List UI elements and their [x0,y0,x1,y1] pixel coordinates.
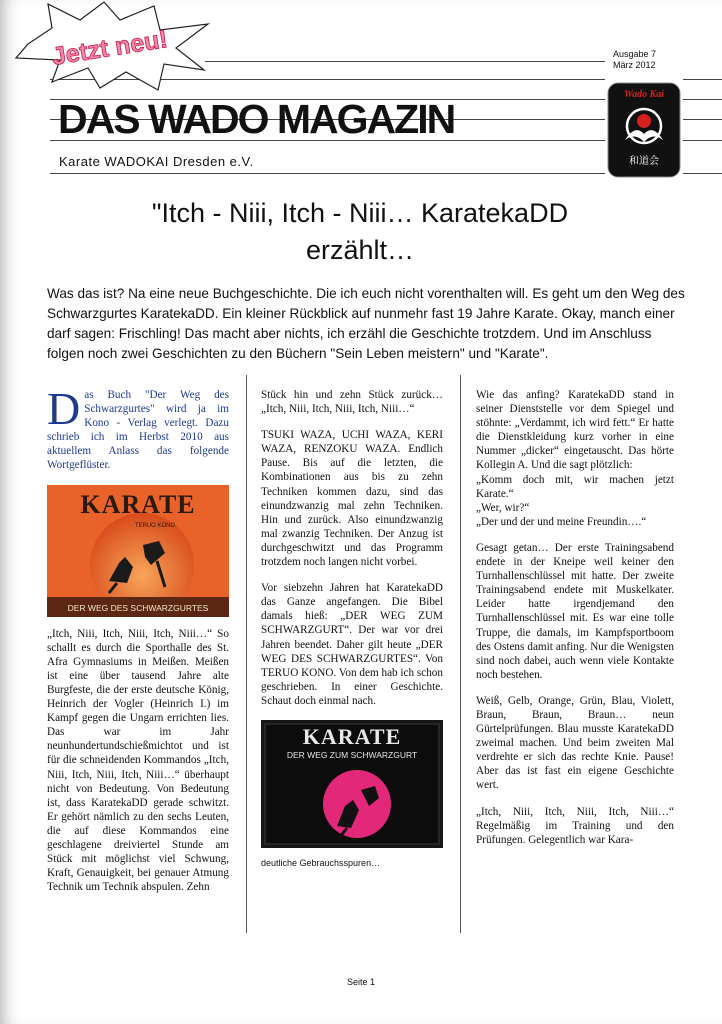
masthead-rule [205,61,605,62]
logo-kanji: 和道会 [629,156,659,167]
paragraph: „Itch, Niii, Itch, Niii, Itch, Niii…“ So schallt es durch die Sporthalle des St. Afra Gymnasiums in Meißen. Meißen ist eine über tausend Jahre alte Burgfeste, die der erste deutsche König, Heinrich der Vogler (Heinrich I.) im Kampf gegen die Ungarn errichten lies. Das war im Jahr neunhundertundschießmichtot und ist für die schneidenden Kommandos „Itch, Niii, Itch, Niii, Itch, Niii…“ überhaupt nicht von Bedeutung. Von Bedeutung ist, dass KaratekaDD gerade schwitzt. Er gehört nämlich zu den sechs Leuten, die auf diese Kommandos eine geschlagene dreiviertel Stunde am Stück mit möglichst viel Schwung, Kraft, Genauigkeit, bei genauer Atmung Technik um Technik abspulen. Zehn [47,627,229,894]
issue-date: März 2012 [612,60,656,70]
headline-line: "Itch - Niii, Itch - Niii… KaratekaDD [151,198,569,228]
logo-top-text: Wado Kai [623,89,665,100]
book-subtitle: DER WEG DES SCHWARZGURTES [67,602,209,613]
club-name: Karate WADOKAI Dresden e.V. [59,154,254,169]
quote-line: „Der und der und meine Freundin….“ [476,515,647,528]
badge-text: Jetzt neu! [49,25,170,71]
jetzt-neu-badge [8,0,214,92]
masthead-rule [683,119,722,120]
issue-number: Ausgabe 7 [612,49,656,59]
book-subtitle: DER WEG ZUM SCHWARZGURT [286,749,418,760]
paragraph: „Itch, Niii, Itch, Niii, Itch, Niii…“ Regelmäßig im Training und den Prüfungen. Gelegentlich war Kara- [476,805,674,846]
article-intro: Was das ist? Na eine neue Buchgeschichte. Die ich euch nicht vorenthalten will. Es geht um den Weg des Schwarzgurtes KaratekaDD. Ein kleiner Rückblick auf nunmehr fast 19 Jahre Karate. Okay, manch einer darf sagen: Frischling! Das macht aber nichts, ich erzähl die Geschichte trotzdem. Und im Anschluss folgen noch zwei Geschichten zu den Büchern "Sein Leben meistern" und "Karate". [47,286,685,361]
book-author: TERUO KONO [134,522,176,529]
page-number: Seite 1 [346,977,376,987]
quote-line: „Wer, wir?“ [476,501,530,514]
quote-line: „Komm doch mit, wir machen jetzt Karate.“ [476,473,674,500]
wadokai-logo [607,82,681,178]
paragraph: Stück hin und zehn Stück zurück… „Itch, Niii, Itch, Niii, Itch, Niii…“ [261,389,443,416]
lead-text: as Buch "Der Weg des Schwarzgurtes" wird ja im Kono - Verlag verlegt. Dazu schrieb ich im Herbst 2010 aus aktuellem Anlass das folgende Wortgeflüster. [47,389,229,472]
book-title: KARATE [302,723,402,749]
magazine-title: DAS WADO MAGAZIN [58,96,455,142]
headline-line: erzählt… [305,235,415,265]
column-1 [47,383,229,906]
book-cover-image [47,485,229,617]
paragraph: TSUKI WAZA, UCHI WAZA, KERI WAZA, RENZOKU WAZA. Endlich Pause. Bis auf die letzten, die Kombinationen aus bis zu zehn Techniken kommen dazu, sind das einundzwanzig mal zehn Techniken. Hin und zurück. Also einundzwanzig mal zwanzig Techniken. Der Anzug ist durchgeschwitzt und das Programm trotzdem noch langen nicht vorbei. [261,429,443,569]
drop-cap: D [47,383,81,434]
article-headline [40,195,680,269]
image-caption: deutliche Gebrauchsspuren… [261,857,381,868]
masthead-rule [683,79,722,80]
paragraph: Wie das anfing? KaratekaDD stand in seiner Dienststelle vor dem Spiegel und stöhnte: „Verdammt, ich wird fett.“ Er hatte die Dienstkleidung kurz vorher in eine Nummer „dicker“ eingetauscht. Das hörte Kollegin A. Und die sagt plötzlich: [476,389,674,472]
book-photo-image [261,720,443,848]
masthead-rule [683,140,722,141]
issue-info [613,49,656,71]
paragraph: Gesagt getan… Der erste Trainingsabend endete in der Kneipe weil keiner den Turnhallenschlüssel mit hatte. Der zweite Trainingsabend endete mit Muskelkater. Leider hatte irgendjemand den Turnhallenschlüssel mit. Es war eine tolle Truppe, die damals, im Kampfsportboom des Ostens damit anfing. Nur die Wenigsten sind noch dabei, auch wenn viele Kontakte noch bestehen. [476,541,674,681]
lead-paragraph [47,383,229,473]
paragraph: Vor siebzehn Jahren hat KaratekaDD das Ganze angefangen. Die Bibel damals hieß: „DER WEG ZUM SCHWARZGURT“. Der war vor drei Jahren beendet. Daher gilt heute „DER WEG DES SCHWARZGURTES“. Von TERUO KONO. Von dem hab ich schon geschrieben. In einer Geschichte. Schaut doch einmal nach. [261,582,443,707]
column-2 [261,388,443,870]
masthead-rule [683,99,722,100]
column-divider [246,375,247,933]
masthead-rule [683,173,722,174]
paragraph: Weiß, Gelb, Orange, Grün, Blau, Violett, Braun, Braun, Braun… neun Gürtelprüfungen. Blau musste KaratekaDD zweimal machen. Und beim zweiten Mal verdrehte er sich das rechte Knie. Pause! Aber das ist fast ein eigene Geschichte wert. [476,694,674,792]
masthead-rule [50,173,605,174]
column-divider [460,375,461,933]
column-3 [476,388,674,859]
book-title: KARATE [80,489,196,519]
